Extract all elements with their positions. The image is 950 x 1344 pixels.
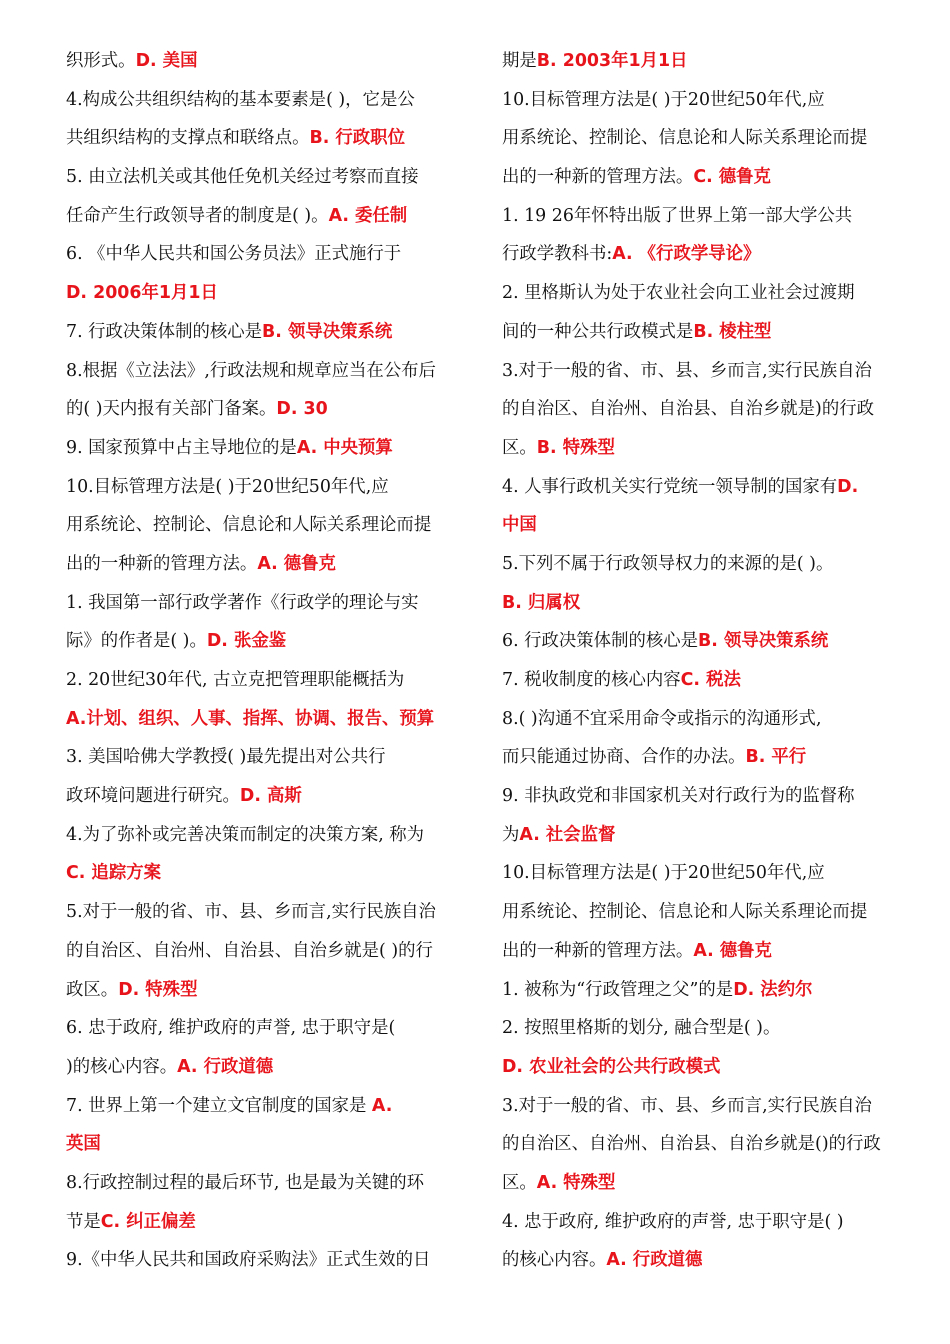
right-line bbox=[502, 1048, 908, 1087]
question-text: )的核心内容。 bbox=[66, 1056, 178, 1077]
question-text: 5. 由立法机关或其他任免机关经过考察而直接 bbox=[66, 167, 419, 188]
answer-text: A.计划、组织、人事、指挥、协调、报告、预算 bbox=[66, 708, 435, 729]
right-line bbox=[502, 1164, 908, 1203]
answer-text: D. 30 bbox=[276, 399, 328, 420]
answer-text: B. 归属权 bbox=[502, 592, 581, 613]
question-text: 期是 bbox=[502, 51, 537, 71]
right-line bbox=[502, 42, 908, 81]
question-text: 的核心内容。 bbox=[502, 1250, 607, 1271]
question-text: 7. 世界上第一个建立文官制度的国家是 bbox=[66, 1095, 372, 1116]
left-line bbox=[66, 81, 472, 120]
left-line bbox=[66, 893, 472, 932]
question-text: 政区。 bbox=[66, 979, 119, 1000]
answer-text: C. 纠正偏差 bbox=[100, 1211, 196, 1232]
question-text: 7. 行政决策体制的核心是 bbox=[66, 321, 263, 342]
question-text: 4. 忠于政府, 维护政府的声誉, 忠于职守是( ) bbox=[502, 1211, 844, 1232]
question-text: 政环境问题进行研究。 bbox=[66, 786, 240, 807]
left-line bbox=[66, 622, 472, 661]
question-text: 4.构成公共组织结构的基本要素是( )，它是公 bbox=[66, 89, 415, 110]
question-text: 的自治区、自治州、自治县、自治乡就是)的行政 bbox=[502, 399, 874, 420]
question-text: 区。 bbox=[502, 1172, 537, 1193]
answer-text: D. 2006年1月1日 bbox=[66, 283, 218, 304]
answer-text: C. 追踪方案 bbox=[66, 863, 161, 884]
question-text: 出的一种新的管理方法。 bbox=[66, 553, 258, 574]
answer-text: B. 领导决策系统 bbox=[698, 631, 829, 652]
right-line bbox=[502, 429, 908, 468]
question-text: 而只能通过协商、合作的办法。 bbox=[502, 747, 746, 768]
left-line bbox=[66, 545, 472, 584]
left-line bbox=[66, 468, 472, 507]
question-text: 10.目标管理方法是( )于20世纪50年代,应 bbox=[502, 89, 825, 110]
question-text: 9.《中华人民共和国政府采购法》正式生效的日 bbox=[66, 1250, 431, 1271]
question-text: 节是 bbox=[66, 1211, 101, 1232]
right-line bbox=[502, 1241, 908, 1280]
right-line bbox=[502, 235, 908, 274]
question-text: 3.对于一般的省、市、县、乡而言,实行民族自治 bbox=[502, 360, 872, 381]
question-text: 间的一种公共行政模式是 bbox=[502, 321, 694, 342]
right-line bbox=[502, 352, 908, 391]
right-line bbox=[502, 854, 908, 893]
question-text: 1. 被称为“行政管理之父”的是 bbox=[502, 979, 734, 1000]
answer-text: A. 中央预算 bbox=[296, 437, 393, 458]
answer-text: C. 税法 bbox=[680, 670, 741, 690]
answer-text: D. 特殊型 bbox=[118, 979, 198, 1000]
answer-text: A. 德鲁克 bbox=[693, 940, 772, 961]
left-column bbox=[66, 42, 472, 1280]
right-line bbox=[502, 197, 908, 236]
left-line bbox=[66, 352, 472, 391]
right-line bbox=[502, 584, 908, 623]
question-text: 共组织结构的支撑点和联络点。 bbox=[66, 128, 310, 149]
left-line bbox=[66, 661, 472, 700]
left-line bbox=[66, 854, 472, 893]
answer-text: D. 美国 bbox=[135, 51, 198, 71]
left-line bbox=[66, 42, 472, 81]
left-line bbox=[66, 700, 472, 739]
right-line bbox=[502, 700, 908, 739]
question-text: 6. 忠于政府, 维护政府的声誉, 忠于职守是( bbox=[66, 1018, 396, 1039]
left-line bbox=[66, 584, 472, 623]
answer-text: B. 领导决策系统 bbox=[262, 321, 393, 342]
left-line bbox=[66, 119, 472, 158]
right-line bbox=[502, 893, 908, 932]
left-line bbox=[66, 274, 472, 313]
question-text: 8.行政控制过程的最后环节, 也是最为关键的环 bbox=[66, 1172, 425, 1193]
question-text: 任命产生行政领导者的制度是( )。 bbox=[66, 205, 329, 226]
left-line bbox=[66, 197, 472, 236]
answer-text: 英国 bbox=[66, 1134, 101, 1155]
question-text: 1. 19 26年怀特出版了世界上第一部大学公共 bbox=[502, 205, 853, 226]
question-text: 的自治区、自治州、自治县、自治乡就是( )的行 bbox=[66, 940, 433, 961]
right-line bbox=[502, 119, 908, 158]
right-line bbox=[502, 738, 908, 777]
question-text: 1. 我国第一部行政学著作《行政学的理论与实 bbox=[66, 592, 419, 613]
question-text: 10.目标管理方法是( )于20世纪50年代,应 bbox=[66, 476, 389, 497]
question-text: 6. 《中华人民共和国公务员法》正式施行于 bbox=[66, 244, 402, 265]
question-text: 4. 人事行政机关实行党统一领导制的国家有 bbox=[502, 476, 838, 497]
answer-text: D. 农业社会的公共行政模式 bbox=[502, 1056, 721, 1077]
answer-text: D. 张金鉴 bbox=[206, 631, 287, 652]
question-text: 5.对于一般的省、市、县、乡而言,实行民族自治 bbox=[66, 902, 436, 923]
question-text: 6. 行政决策体制的核心是 bbox=[502, 631, 699, 652]
answer-text: 中国 bbox=[502, 515, 537, 536]
question-text: 2. 按照里格斯的划分, 融合型是( )。 bbox=[502, 1018, 781, 1039]
right-line bbox=[502, 158, 908, 197]
answer-text: B. 棱柱型 bbox=[693, 321, 772, 342]
question-text: 用系统论、控制论、信息论和人际关系理论而提 bbox=[66, 515, 432, 536]
question-text: 2. 里格斯认为处于农业社会向工业社会过渡期 bbox=[502, 283, 855, 304]
answer-text: B. 特殊型 bbox=[536, 437, 615, 458]
right-line bbox=[502, 816, 908, 855]
right-line bbox=[502, 81, 908, 120]
question-text: 10.目标管理方法是( )于20世纪50年代,应 bbox=[502, 863, 825, 884]
question-text: 为 bbox=[502, 824, 520, 845]
question-text: 际》的作者是( )。 bbox=[66, 631, 207, 652]
right-line bbox=[502, 390, 908, 429]
answer-text: A. 德鲁克 bbox=[257, 553, 336, 574]
answer-text: D. 高斯 bbox=[239, 786, 302, 807]
answer-text: A. 行政道德 bbox=[177, 1056, 274, 1077]
answer-text: D. 法约尔 bbox=[733, 979, 813, 1000]
left-line bbox=[66, 506, 472, 545]
left-line bbox=[66, 1241, 472, 1280]
left-line bbox=[66, 235, 472, 274]
question-text: 8.( )沟通不宜采用命令或指示的沟通形式, bbox=[502, 708, 822, 729]
question-text: 的自治区、自治州、自治县、自治乡就是()的行政 bbox=[502, 1134, 881, 1155]
answer-text: C. 德鲁克 bbox=[693, 167, 771, 188]
right-line bbox=[502, 622, 908, 661]
question-text: 出的一种新的管理方法。 bbox=[502, 940, 694, 961]
question-text: 织形式。 bbox=[66, 51, 136, 71]
left-line bbox=[66, 429, 472, 468]
right-line bbox=[502, 313, 908, 352]
left-line bbox=[66, 1125, 472, 1164]
question-text: 9. 国家预算中占主导地位的是 bbox=[66, 437, 297, 458]
right-line bbox=[502, 468, 908, 507]
left-line bbox=[66, 1009, 472, 1048]
question-text: 用系统论、控制论、信息论和人际关系理论而提 bbox=[502, 128, 868, 149]
question-text: 行政学教科书: bbox=[502, 244, 613, 265]
question-text: 8.根据《立法法》,行政法规和规章应当在公布后 bbox=[66, 360, 436, 381]
question-text: 用系统论、控制论、信息论和人际关系理论而提 bbox=[502, 902, 868, 923]
right-line bbox=[502, 1009, 908, 1048]
left-line bbox=[66, 816, 472, 855]
left-line bbox=[66, 158, 472, 197]
right-line bbox=[502, 932, 908, 971]
left-line bbox=[66, 1087, 472, 1126]
left-line bbox=[66, 1048, 472, 1087]
question-text: 3.对于一般的省、市、县、乡而言,实行民族自治 bbox=[502, 1095, 872, 1116]
question-text: 3. 美国哈佛大学教授( )最先提出对公共行 bbox=[66, 747, 386, 768]
left-line bbox=[66, 738, 472, 777]
left-line bbox=[66, 971, 472, 1010]
answer-text: D. bbox=[837, 476, 859, 497]
left-line bbox=[66, 932, 472, 971]
right-line bbox=[502, 971, 908, 1010]
right-column bbox=[502, 42, 908, 1280]
right-line bbox=[502, 1087, 908, 1126]
right-line bbox=[502, 274, 908, 313]
answer-text: A. 社会监督 bbox=[519, 824, 616, 845]
right-line bbox=[502, 1125, 908, 1164]
left-line bbox=[66, 777, 472, 816]
left-line bbox=[66, 313, 472, 352]
question-text: 的( )天内报有关部门备案。 bbox=[66, 399, 277, 420]
left-line bbox=[66, 390, 472, 429]
question-text: 4.为了弥补或完善决策而制定的决策方案, 称为 bbox=[66, 824, 425, 845]
answer-text: A. 委任制 bbox=[328, 205, 408, 226]
question-text: 7. 税收制度的核心内容 bbox=[502, 670, 681, 690]
question-text: 2. 20世纪30年代, 古立克把管理职能概括为 bbox=[66, 670, 405, 690]
answer-text: A. 行政道德 bbox=[606, 1250, 703, 1271]
question-text: 出的一种新的管理方法。 bbox=[502, 167, 694, 188]
answer-text: B. 平行 bbox=[745, 747, 807, 768]
right-line bbox=[502, 777, 908, 816]
answer-text: B. 2003年1月1日 bbox=[536, 51, 688, 71]
right-line bbox=[502, 545, 908, 584]
right-line bbox=[502, 661, 908, 700]
right-line bbox=[502, 506, 908, 545]
left-line bbox=[66, 1203, 472, 1242]
answer-text: A. 《行政学导论》 bbox=[612, 244, 761, 265]
question-text: 5.下列不属于行政领导权力的来源的是( )。 bbox=[502, 553, 834, 574]
answer-text: A. bbox=[371, 1095, 393, 1116]
right-line bbox=[502, 1203, 908, 1242]
question-text: 区。 bbox=[502, 437, 537, 458]
answer-text: B. 行政职位 bbox=[309, 128, 405, 149]
answer-text: A. 特殊型 bbox=[536, 1172, 616, 1193]
question-text: 9. 非执政党和非国家机关对行政行为的监督称 bbox=[502, 786, 855, 807]
left-line bbox=[66, 1164, 472, 1203]
